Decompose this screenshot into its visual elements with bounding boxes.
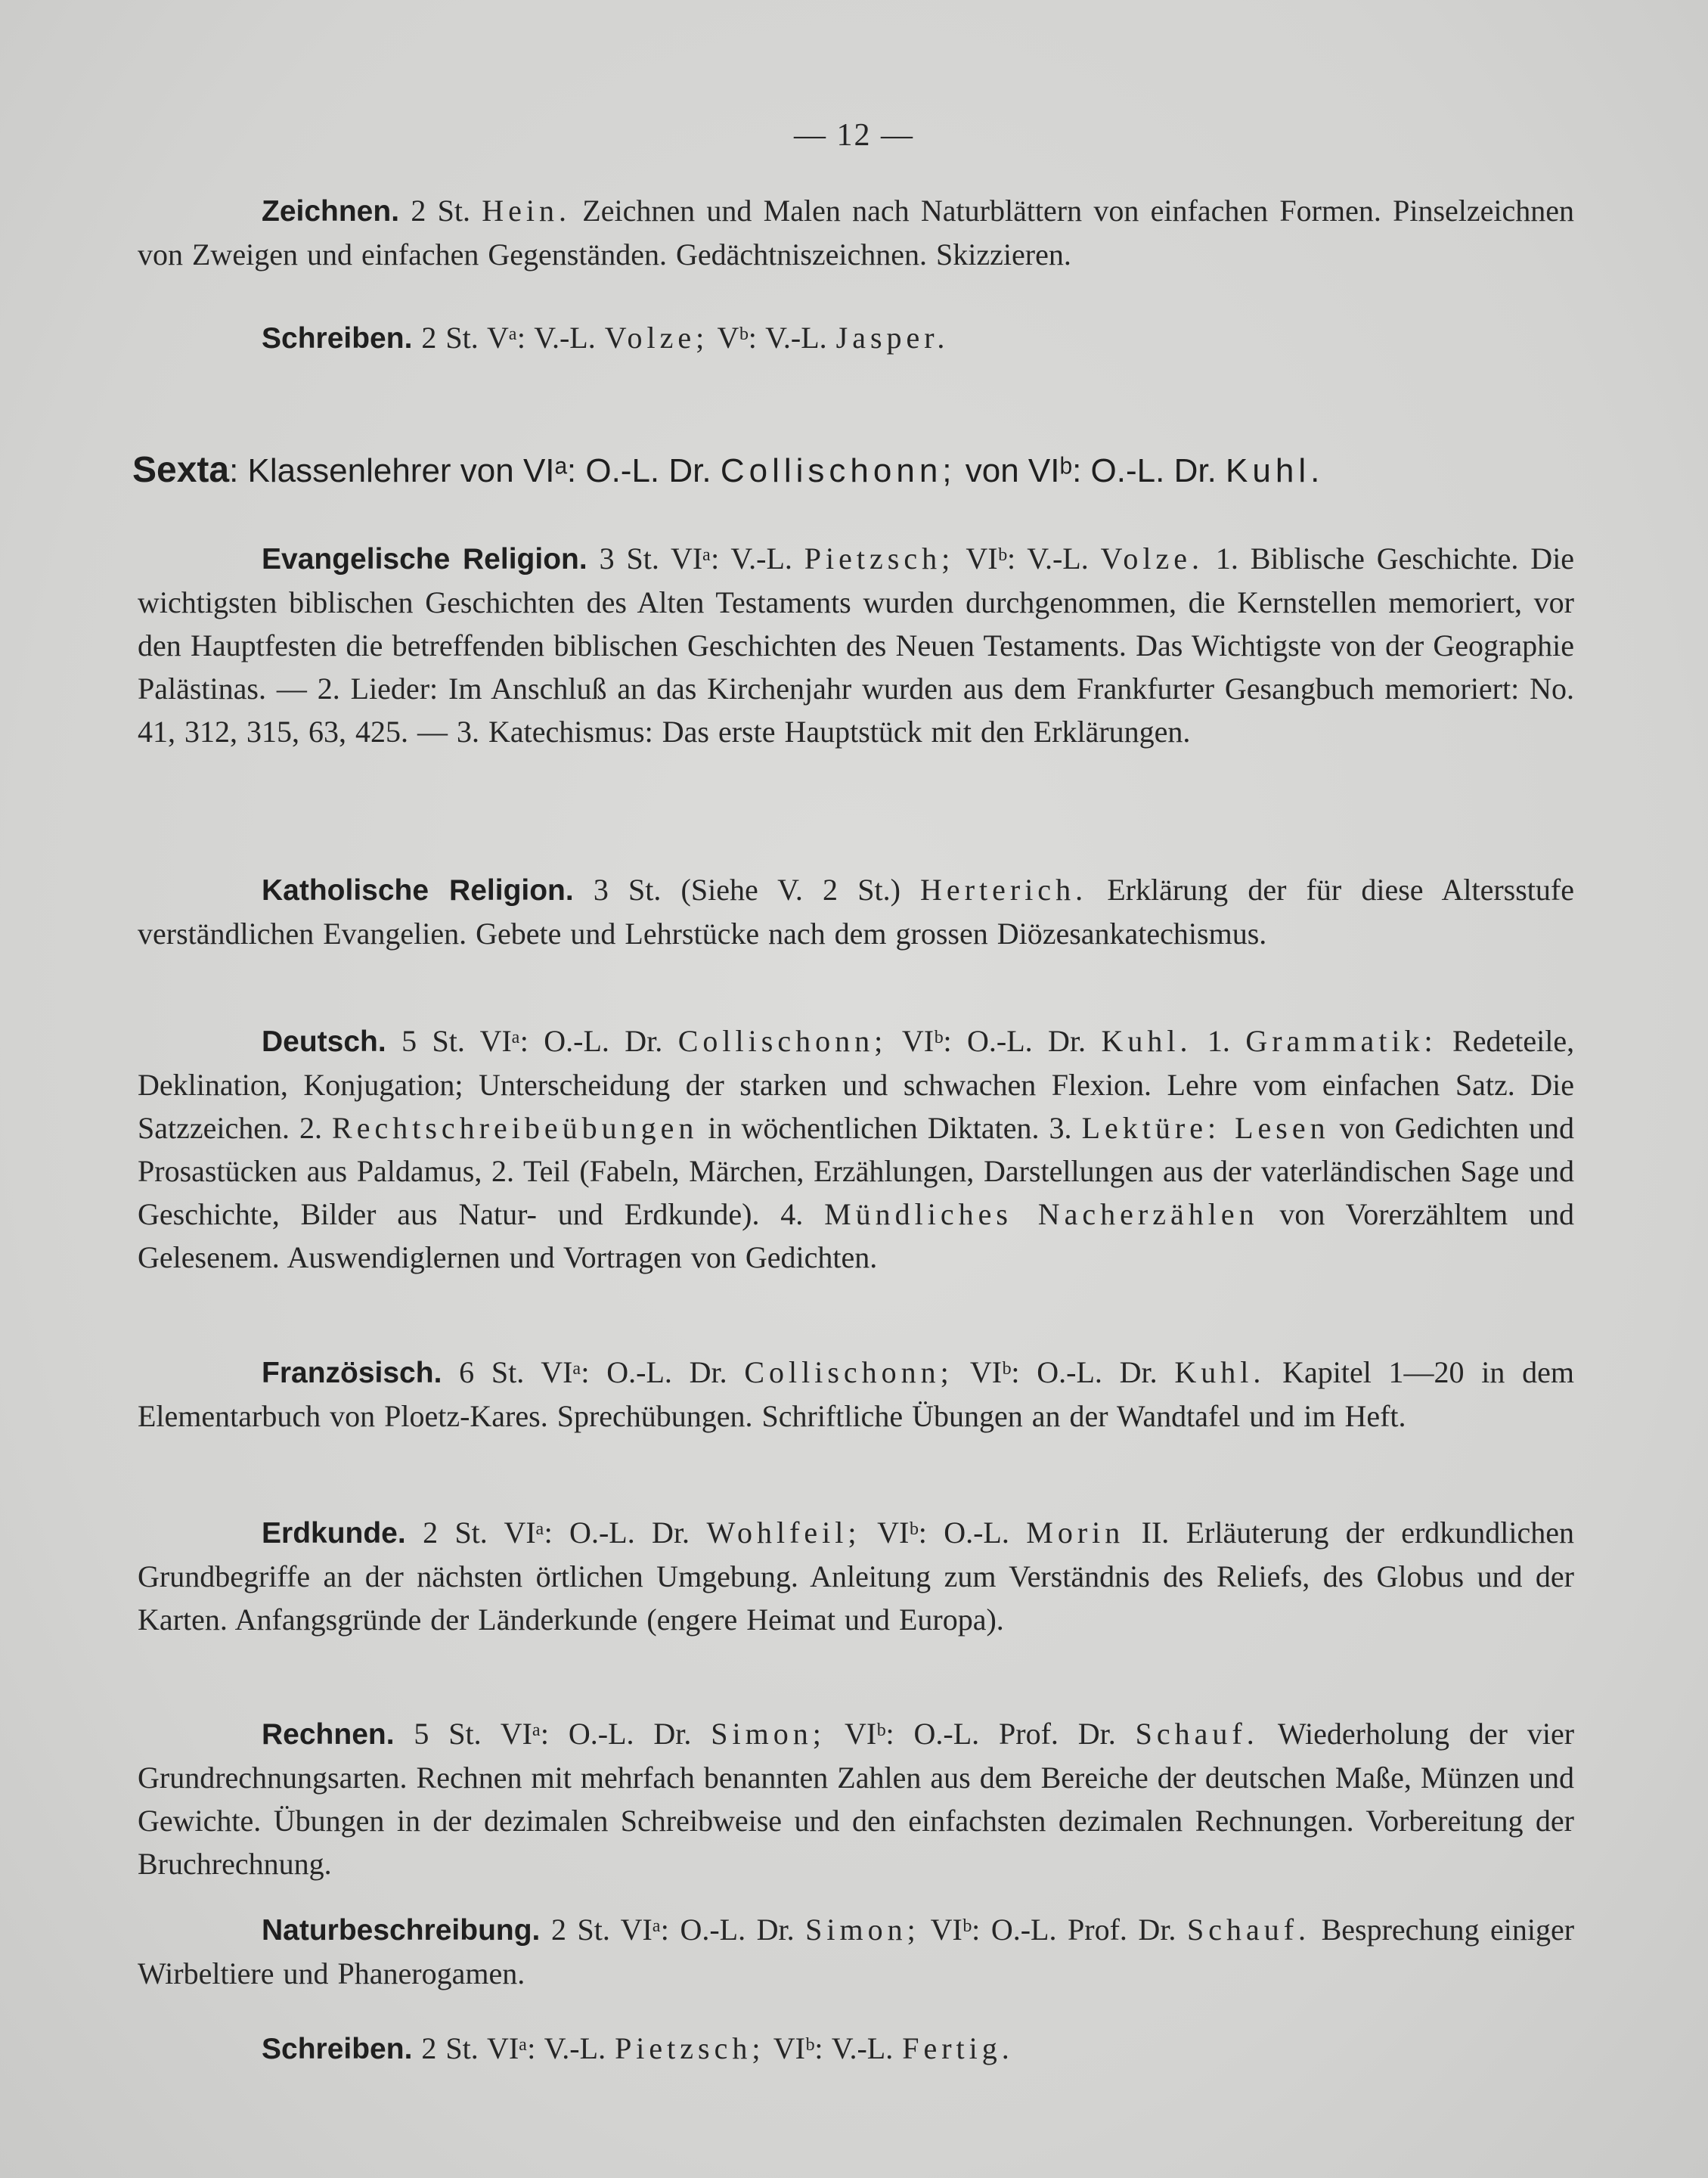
teacher-name: Collischonn; bbox=[744, 1355, 953, 1389]
paragraph-kath-religion: Katholische Religion. 3 St. (Siehe V. 2 St.) Herterich. Erklärung der für diese Altersstufe verständlichen Evangelien. Gebete und Lehrstücke nach dem grossen Diözesankatechismus. bbox=[138, 873, 1574, 951]
subject-heading-naturbeschreibung: Naturbeschreibung. bbox=[262, 1914, 541, 1947]
paragraph-deutsch: Deutsch. 5 St. VIᵃ: O.-L. Dr. Collischonn; VIᵇ: O.-L. Dr. Kuhl. 1. Grammatik: Redeteile, Deklination, Konjugation; Unterscheidung der starken und schwachen Flexion. Lehre vom einfachen Satz. Die Satzzeichen. 2. Rechtschreibeübungen in wöchentlichen Diktaten. 3. Lektüre: Lesen von Gedichten und Prosastücken aus Paldamus, 2. Teil (Fabeln, Märchen, Erzählungen, Darstellungen aus der vaterländischen Sage und Geschichte, Bilder aus Natur- und Erdkunde). 4. Mündliches Nacherzählen von Vorerzähltem und Gelesenem. Auswendiglernen und Vortragen von Gedichten. bbox=[138, 1024, 1575, 1274]
subject-heading-erdkunde: Erdkunde. bbox=[262, 1517, 406, 1550]
subject-heading-deutsch: Deutsch. bbox=[262, 1025, 386, 1058]
teacher-name: Collischonn; bbox=[677, 1024, 888, 1058]
page-number: — 12 — bbox=[794, 118, 914, 153]
paragraph-franzoesisch: Französisch. 6 St. VIᵃ: O.-L. Dr. Collischonn; VIᵇ: O.-L. Dr. Kuhl. Kapitel 1—20 in dem Elementarbuch von Ploetz-Kares. Sprechübungen. Schriftliche Übungen an der Wandtafel und im Heft. bbox=[138, 1355, 1575, 1433]
paragraph-rechnen: Rechnen. 5 St. VIᵃ: O.-L. Dr. Simon; VIᵇ: O.-L. Prof. Dr. Schauf. Wiederholung der vier Grundrechnungsarten. Rechnen mit mehrfach benannten Zahlen aus dem Bereiche der deutschen Maße, Münzen und Gewichte. Übungen in der dezimalen Schreibweise und den einfachsten dezimalen Rechnungen. Vorbereitung der Bruchrechnung. bbox=[138, 1717, 1575, 1881]
subject-heading-schreiben: Schreiben. bbox=[262, 322, 413, 355]
teacher-name: Schauf. bbox=[1186, 1913, 1311, 1947]
paragraph-ev-religion: Evangelische Religion. 3 St. VIᵃ: V.-L. Pietzsch; VIᵇ: V.-L. Volze. 1. Biblische Geschichte. Die wichtigsten biblischen Geschichten des Alten Testaments wurden durchgenommen, die Kernstellen memoriert, vor den Hauptfesten die betreffenden biblischen Geschichten des Neuen Testaments. Das Wichtigste von der Geographie Palästinas. — 2. Lieder: Im Anschluß an das Kirchenjahr wurden aus dem Frankfurter Gesangbuch memoriert: No. 41, 312, 315, 63, 425. — 3. Katechismus: Das erste Hauptstück mit den Erklärungen. bbox=[138, 541, 1575, 749]
teacher-name: Volze; bbox=[604, 321, 709, 355]
teacher-name: Morin bbox=[1026, 1516, 1125, 1550]
teacher-name: Pietzsch; bbox=[615, 2031, 765, 2065]
subject-heading-franzoesisch: Französisch. bbox=[262, 1357, 442, 1389]
paragraph-erdkunde: Erdkunde. 2 St. VIᵃ: O.-L. Dr. Wohlfeil; VIᵇ: O.-L. Morin II. Erläuterung der erdkundlichen Grundbegriffe an der nächsten örtlichen Umgebung. Anleitung zum Verständnis des Reliefs, des Globus und der Karten. Anfangsgründe der Länderkunde (engere Heimat und Europa). bbox=[138, 1516, 1575, 1637]
teacher-name: Simon; bbox=[711, 1717, 826, 1751]
teacher-name: Kuhl. bbox=[1174, 1355, 1266, 1389]
subject-heading-rechnen: Rechnen. bbox=[262, 1718, 395, 1751]
teacher-name: Wohlfeil; bbox=[706, 1516, 861, 1550]
teacher-name: Schauf. bbox=[1135, 1717, 1259, 1751]
teacher-name: Volze. bbox=[1100, 541, 1204, 576]
teacher-name: Fertig. bbox=[902, 2031, 1014, 2065]
teacher-name: Collischonn; bbox=[720, 452, 956, 489]
subject-heading-schreiben: Schreiben. bbox=[262, 2033, 413, 2065]
teacher-name: Herterich. bbox=[920, 873, 1088, 907]
paragraph-schreiben-5: Schreiben. 2 St. Vᵃ: V.-L. Volze; Vᵇ: V.-L. Jasper. bbox=[262, 321, 950, 355]
paragraph-naturbeschreibung: Naturbeschreibung. 2 St. VIᵃ: O.-L. Dr. Simon; VIᵇ: O.-L. Prof. Dr. Schauf. Besprechung einiger Wirbeltiere und Phanerogamen. bbox=[138, 1913, 1575, 1990]
teacher-name: Kuhl. bbox=[1101, 1024, 1192, 1058]
teacher-name: Pietzsch; bbox=[804, 541, 955, 576]
teacher-name: Jasper. bbox=[835, 321, 950, 355]
subject-heading-zeichnen: Zeichnen. bbox=[262, 195, 400, 228]
subject-heading-ev-religion: Evangelische Religion. bbox=[262, 543, 587, 576]
teacher-name: Kuhl. bbox=[1226, 452, 1325, 489]
teacher-name: Hein. bbox=[482, 194, 572, 228]
class-title: Sexta bbox=[132, 450, 230, 490]
class-heading-sexta: Sexta: Klassenlehrer von VIᵃ: O.-L. Dr. Collischonn; von VIᵇ: O.-L. Dr. Kuhl. bbox=[132, 450, 1325, 490]
paragraph-zeichnen: Zeichnen. 2 St. Hein. Zeichnen und Malen nach Naturblättern von einfachen Formen. Pinselzeichnen von Zweigen und einfachen Gegenständen. Gedächtniszeichnen. Skizzieren. bbox=[138, 194, 1575, 271]
subject-heading-kath-religion: Katholische Religion. bbox=[262, 874, 574, 907]
paragraph-schreiben-6: Schreiben. 2 St. VIᵃ: V.-L. Pietzsch; VIᵇ: V.-L. Fertig. bbox=[262, 2031, 1014, 2065]
teacher-name: Simon; bbox=[805, 1913, 920, 1947]
